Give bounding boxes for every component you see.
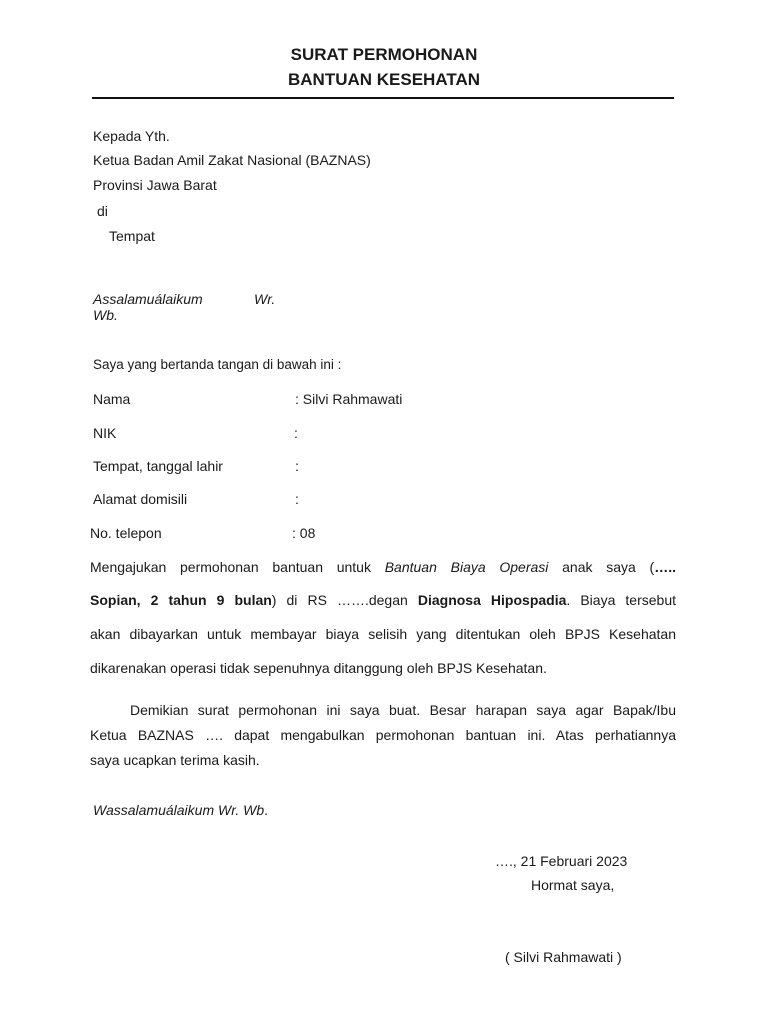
recipient-line4: di [97, 203, 108, 219]
body1-text: dikarenakan operasi tidak sepenuhnya ditanggung oleh BPJS Kesehatan. [90, 660, 547, 676]
letter-title-line2: BANTUAN KESEHATAN [287, 70, 481, 89]
body2-line1 [130, 702, 676, 718]
field-value-nama: : Silvi Rahmawati [295, 391, 403, 407]
signature-name: ( Silvi Rahmawati ) [505, 949, 622, 965]
field-value-nik: : [294, 425, 298, 441]
signature-date: …., 21 Februari 2023 [495, 853, 628, 869]
body1-aid-type: Bantuan Biaya Operasi [384, 559, 549, 575]
field-value-ttl: : [295, 458, 299, 474]
title-divider [92, 97, 674, 99]
recipient-line3: Provinsi Jawa Barat [93, 177, 217, 193]
field-label-ttl: Tempat, tanggal lahir [93, 458, 223, 474]
intro-text: Saya yang bertanda tangan di bawah ini : [93, 357, 342, 372]
closing-text: Wassalamuálaikum Wr. Wb [93, 802, 265, 818]
body1-line2 [90, 592, 676, 608]
body2-line3 [90, 752, 676, 768]
field-value-alamat: : [295, 491, 299, 507]
body1-text: akan dibayarkan untuk membayar biaya selisih yang ditentukan oleh BPJS Kesehatan [90, 626, 676, 642]
body1-line4 [90, 660, 676, 676]
body2-text: Demikian surat permohonan ini saya buat. Besar harapan saya agar Bapak/Ibu [130, 702, 676, 718]
field-label-nama: Nama [93, 391, 131, 407]
body2-line2 [90, 727, 676, 743]
diagnosis: Diagnosa Hipospadia [417, 592, 567, 608]
child-name-age: Sopian, 2 tahun 9 bulan [90, 592, 272, 608]
greeting-word2: Wr. [254, 291, 276, 307]
body1-line3 [90, 626, 676, 642]
field-label-alamat: Alamat domisili [93, 491, 188, 507]
body1-text: ) di RS …….degan [271, 592, 418, 608]
closing-period: . [264, 802, 269, 818]
body1-text: anak saya ( [548, 559, 655, 575]
recipient-line1: Kepada Yth. [93, 128, 170, 144]
field-value-telepon: : 08 [292, 525, 316, 541]
body1-line1 [90, 559, 676, 575]
recipient-line5: Tempat [109, 228, 155, 244]
body2-text: saya ucapkan terima kasih. [90, 752, 260, 768]
closing-greeting [93, 802, 268, 818]
greeting-word1: Assalamuálaikum [93, 291, 203, 307]
body1-text: . Biaya tersebut [566, 592, 677, 608]
field-label-telepon: No. telepon [90, 525, 162, 541]
body1-ellipsis: ….. [654, 559, 677, 575]
letter-title-line1: SURAT PERMOHONAN [290, 45, 478, 64]
body1-text: Mengajukan permohonan bantuan untuk [90, 559, 385, 575]
greeting-word3: Wb. [93, 307, 118, 323]
signature-regards: Hormat saya, [531, 877, 615, 893]
body2-text: Ketua BAZNAS …. dapat mengabulkan permohonan bantuan ini. Atas perhatiannya [90, 727, 676, 743]
field-label-nik: NIK [93, 425, 117, 441]
recipient-line2: Ketua Badan Amil Zakat Nasional (BAZNAS) [93, 152, 371, 168]
